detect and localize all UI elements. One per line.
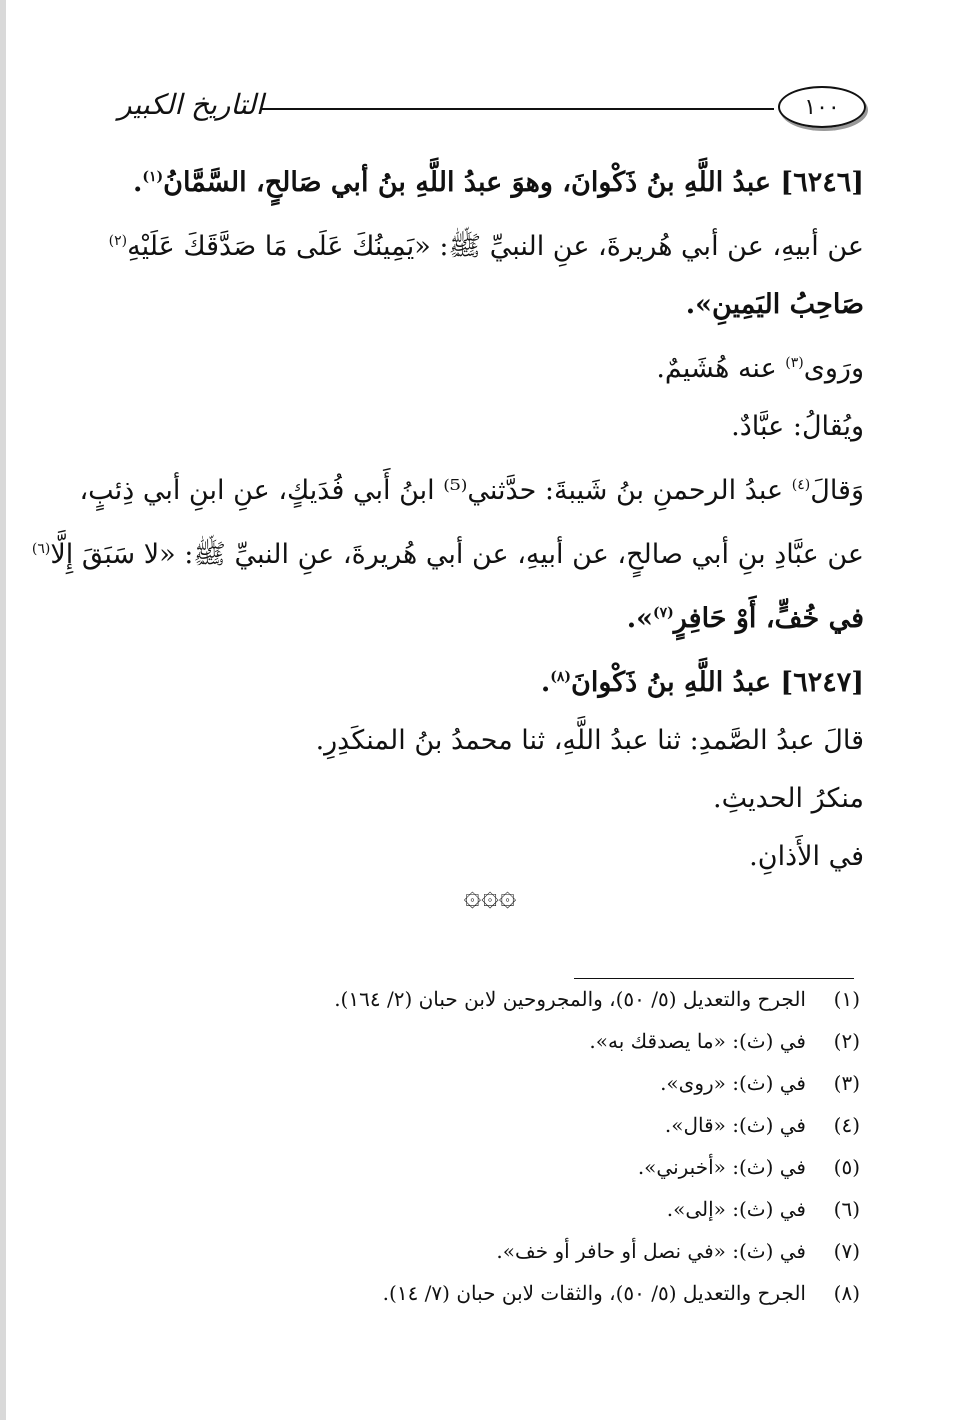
footnotes [240,978,860,1314]
footnote: (٧)في (ث): «في نصل أو حافر أو خف». [496,1239,860,1263]
text-line: عن عبَّادِ بنِ أبي صالحٍ، عن أبيهِ، عن أبي هُريرةَ، عنِ النبيِّ ﷺ: «لا سَبَقَ إِلَّا$^{(٦)}$ [31,539,864,570]
text-line: عن أبيهِ، عن أبي هُريرةَ، عنِ النبيِّ ﷺ: «يَمِينُكَ عَلَى مَا صَدَّقَكَ عَلَيْهِ$^{(٢)}$ [108,231,864,262]
entry-heading: [٦٢٤٦] عبدُ اللَّهِ بنُ ذَكْوانَ، وهوَ عبدُ اللَّهِ بنُ أبي صَالحٍ، السَّمَّانُ$^{(١)}$. [132,167,864,198]
footnote: (٥)في (ث): «أخبرني». [637,1155,860,1179]
section-ornament: ۞۞۞ [463,878,517,913]
text-line: ورَوى$^{(٣)}$ عنه هُشَيمٌ. [656,353,864,384]
header-rule [262,108,774,110]
main-text [31,148,864,886]
page-number: ١٠٠ [804,94,840,120]
text-line: في الأَذانِ. [749,841,864,872]
text-line: منكرُ الحديثِ. [713,783,864,814]
entry-heading: [٦٢٤٧] عبدُ اللَّهِ بنُ ذَكْوانَ$^{(٨)}$. [540,667,864,698]
footnote: (٢)في (ث): «ما يصدقك به». [589,1029,860,1053]
footnote: (٦)في (ث): «إلى». [666,1197,860,1221]
text-line: قالَ عبدُ الصَّمدِ: ثنا عبدُ اللَّهِ، ثنا محمدُ بنُ المنكَدِرِ. [315,725,864,756]
text-line: ويُقالُ: عبَّادٌ. [731,411,864,442]
scan-edge [0,0,6,1420]
page-number-badge [778,86,866,128]
text-line: وَقالَ$^{(٤)}$ عبدُ الرحمنِ بنُ شَيبةَ: حدَّثني⁽⁵⁾ ابنُ أَبي فُدَيكٍ، عنِ ابنِ أبي ذِئبٍ، [79,475,864,506]
book-title: التاريخ الكبير [118,88,264,121]
footnote: (١)الجرح والتعديل (٥/ ٥٠)، والمجروحين لابن حبان (٢/ ١٦٤). [334,987,860,1011]
footnote: (٤)في (ث): «قال». [664,1113,860,1137]
footnote: (٣)في (ث): «روى». [660,1071,860,1095]
text-line: صَاحِبُ اليَمِينِ». [685,289,864,320]
text-line: في خُفٍّ، أَوْ حَافِرٍ$^{(٧)}$». [626,603,864,634]
footnote: (٨)الجرح والتعديل (٥/ ٥٠)، والثقات لابن حبان (٧/ ١٤). [382,1281,860,1305]
page-header [110,82,866,142]
